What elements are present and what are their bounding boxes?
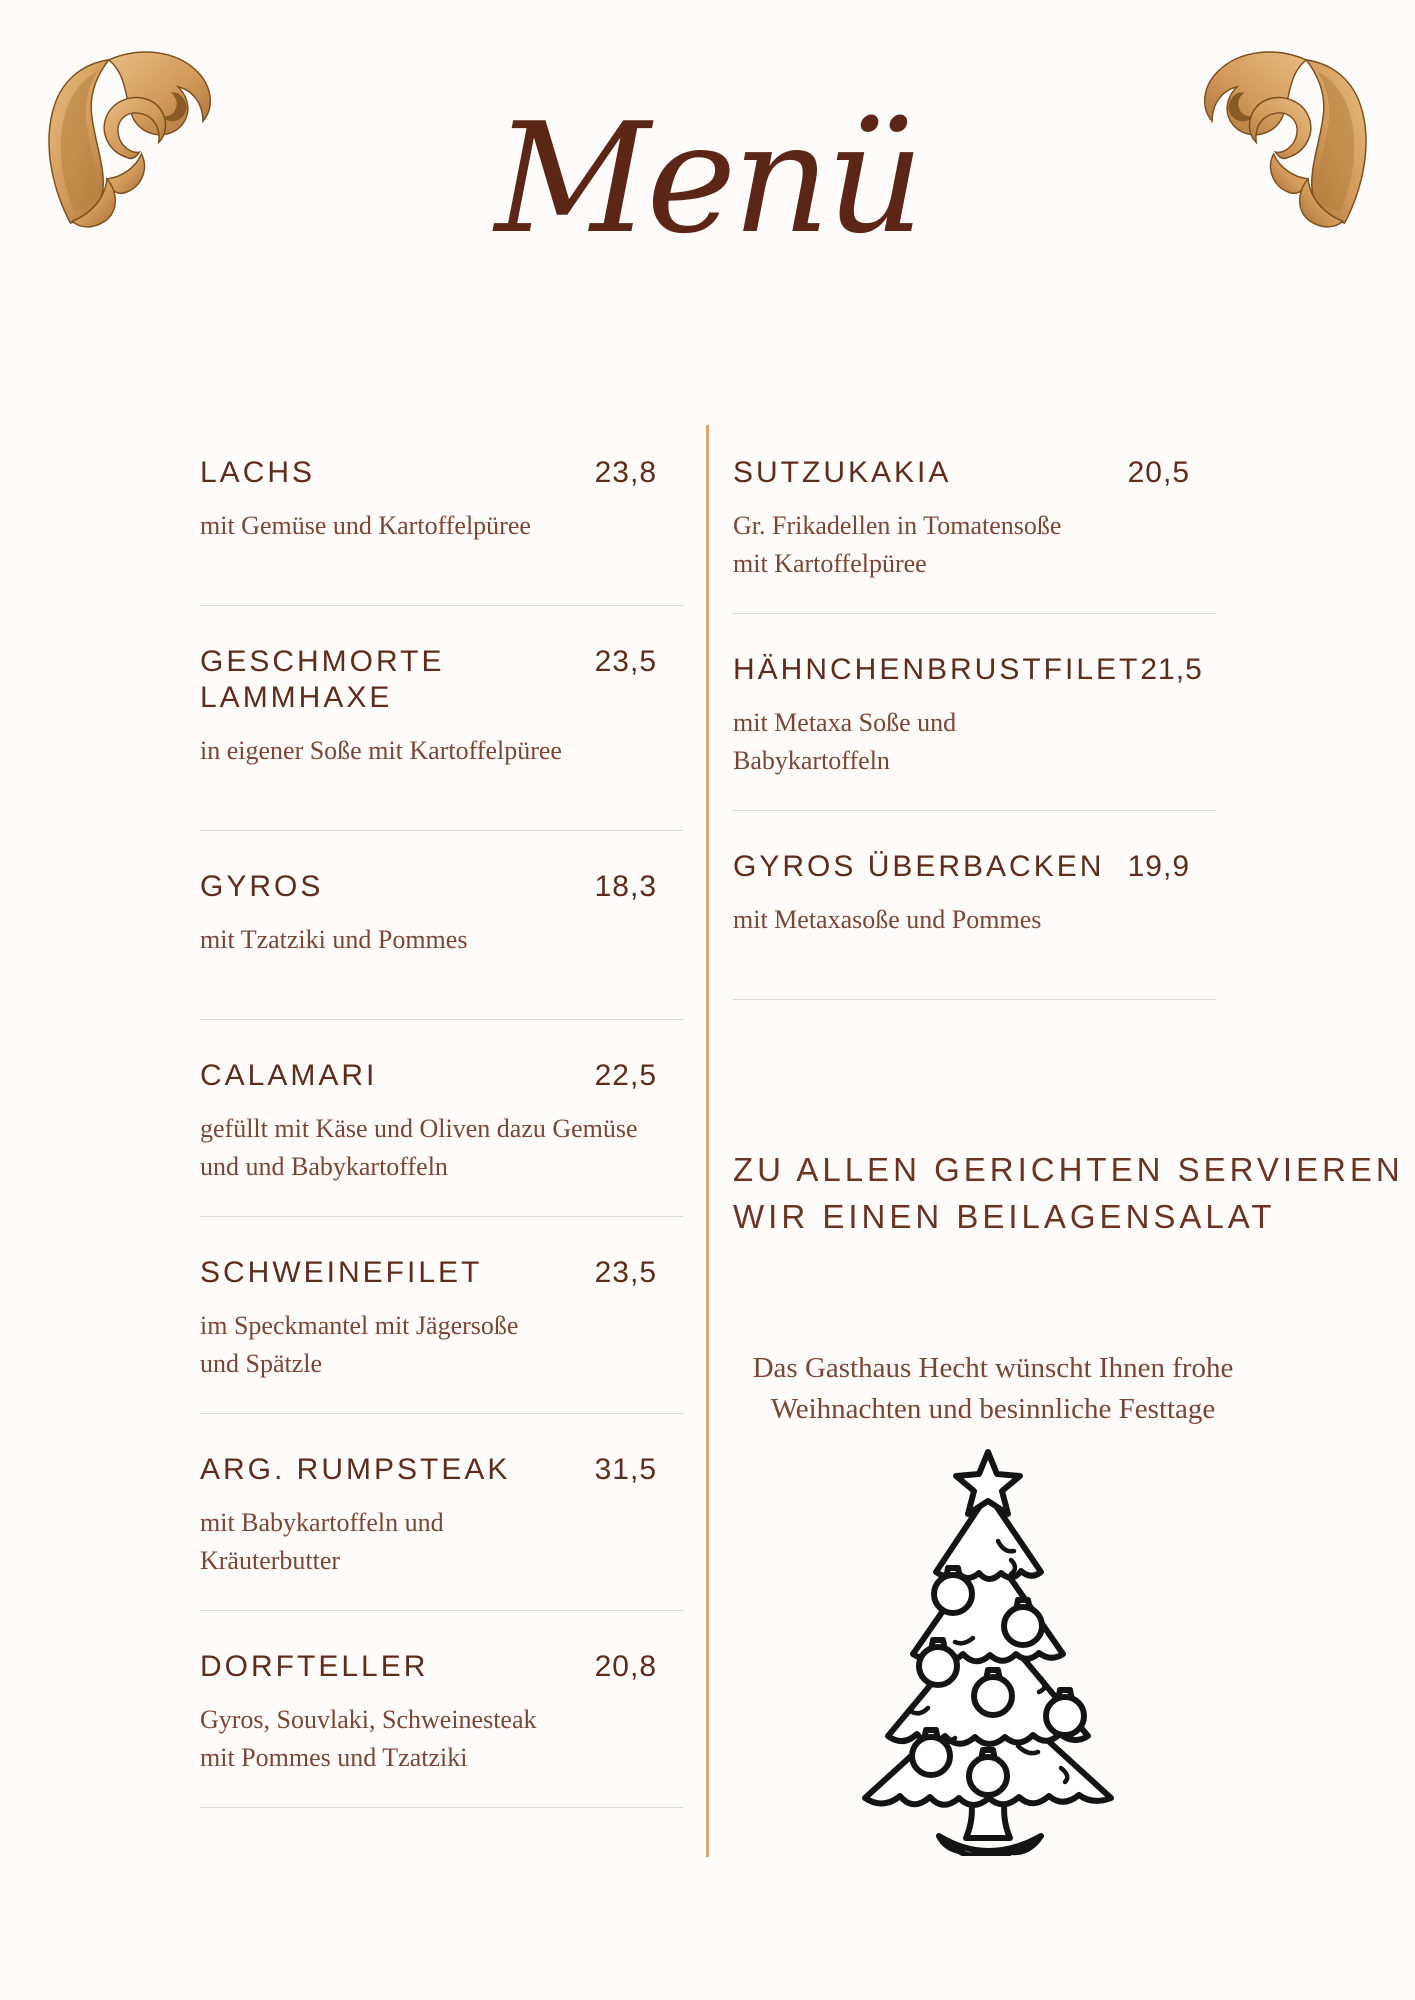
menu-item [733,811,1216,1000]
dish-description: Babykartoffeln [733,746,890,775]
dish-description: mit Gemüse und Kartoffelpüree [200,511,531,540]
dish-description: mit Babykartoffeln und [200,1508,444,1537]
menu-item [200,1020,683,1217]
menu-item [733,614,1216,811]
dish-price: 19,9 [1127,850,1190,883]
dish-price: 20,5 [1127,456,1190,489]
dish-name: LACHS [200,456,316,489]
menu-item [200,1611,683,1808]
dish-price: 21,5 [1140,653,1203,686]
dish-description: gefüllt mit Käse und Oliven dazu Gemüse [200,1114,638,1143]
holiday-greeting [733,1348,1253,1430]
dish-name: CALAMARI [200,1059,378,1092]
menu-item [200,831,683,1020]
menu-column-right [733,417,1404,1856]
dish-description: mit Tzatziki und Pommes [200,925,468,954]
dish-price: 23,5 [594,1256,657,1289]
dish-price: 22,5 [594,1059,657,1092]
dish-name: SUTZUKAKIA [733,456,952,489]
menu-item [200,1414,683,1611]
menu-column-left [200,417,683,1808]
menu-item [200,606,683,831]
note-line: ZU ALLEN GERICHTEN SERVIEREN [733,1151,1404,1188]
dish-description: in eigener Soße mit Kartoffelpüree [200,736,562,765]
greeting-line: Das Gasthaus Hecht wünscht Ihnen frohe [752,1352,1234,1384]
note-line: WIR EINEN BEILAGENSALAT [733,1198,1276,1235]
dish-description: mit Pommes und Tzatziki [200,1743,468,1772]
dish-description: im Speckmantel mit Jägersoße [200,1311,519,1340]
dish-name: GYROS ÜBERBACKEN [733,850,1105,883]
dish-description: Gr. Frikadellen in Tomatensoße [733,511,1062,540]
dish-description: mit Metaxa Soße und [733,708,957,737]
dish-name: DORFTELLER [200,1650,429,1683]
dish-name: HÄHNCHENBRUSTFILET [733,653,1141,686]
menu-item [200,1217,683,1414]
menu-item [200,417,683,606]
dish-description: Gyros, Souvlaki, Schweinesteak [200,1705,537,1734]
dish-name: SCHWEINEFILET [200,1256,483,1289]
dish-description: mit Metaxasoße und Pommes [733,905,1042,934]
christmas-tree-icon [833,1446,1143,1856]
greeting-line: Weihnachten und besinnliche Festtage [770,1393,1216,1425]
dish-name: GESCHMORTE LAMMHAXE [200,645,445,714]
dish-price: 20,8 [594,1650,657,1683]
side-dish-note [733,1146,1404,1240]
menu-item [733,417,1216,614]
column-divider [706,425,709,1857]
dish-price: 23,8 [594,456,657,489]
dish-price: 31,5 [594,1453,657,1486]
dish-name: ARG. RUMPSTEAK [200,1453,511,1486]
dish-price: 18,3 [594,870,657,903]
dish-description: Kräuterbutter [200,1546,341,1575]
dish-price: 23,5 [594,645,657,678]
dish-name: GYROS [200,870,324,903]
dish-description: und Spätzle [200,1349,323,1378]
dish-description: mit Kartoffelpüree [733,549,927,578]
page-title: Menü [494,90,921,267]
dish-description: und und Babykartoffeln [200,1152,448,1181]
